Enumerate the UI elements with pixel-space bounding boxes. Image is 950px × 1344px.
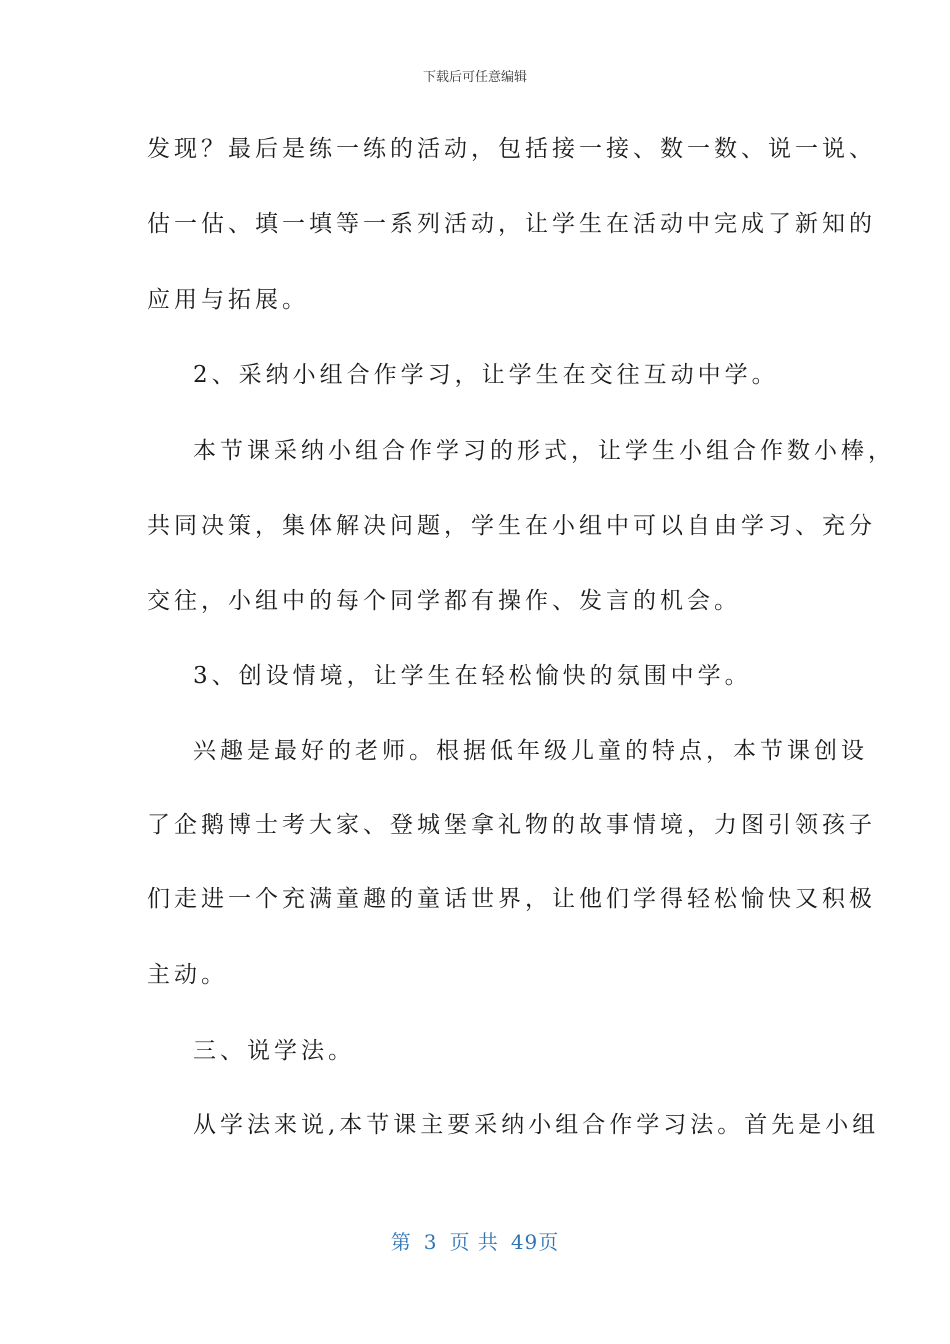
body-line: 共同决策，集体解决问题，学生在小组中可以自由学习、充分 (147, 513, 876, 539)
body-line: 主动。 (147, 962, 228, 988)
body-line: 了企鹅博士考大家、登城堡拿礼物的故事情境，力图引领孩子 (147, 812, 876, 838)
footer-page-number: 3 (423, 1230, 438, 1254)
footer-prefix: 第 (390, 1230, 412, 1254)
body-line: 应用与拓展。 (147, 287, 309, 313)
footer-middle: 页 共 (449, 1230, 499, 1254)
body-line: 交往，小组中的每个同学都有操作、发言的机会。 (147, 588, 741, 614)
body-line: 本节课采纳小组合作学习的形式，让学生小组合作数小棒， (193, 438, 895, 464)
body-line: 发现？最后是练一练的活动，包括接一接、数一数、说一说、 (147, 136, 876, 162)
section-heading: 3、创设情境，让学生在轻松愉快的氛围中学。 (193, 663, 752, 689)
body-line: 们走进一个充满童趣的童话世界，让他们学得轻松愉快又积极 (147, 886, 876, 912)
body-line: 兴趣是最好的老师。根据低年级儿童的特点，本节课创设 (193, 738, 868, 764)
section-heading: 2、采纳小组合作学习，让学生在交往互动中学。 (193, 362, 779, 388)
page-header: 下载后可任意编辑 (422, 70, 527, 85)
page-footer (0, 1226, 950, 1255)
section-heading: 三、说学法。 (193, 1038, 355, 1064)
footer-total-pages: 49页 (510, 1230, 560, 1254)
body-line: 估一估、填一填等一系列活动，让学生在活动中完成了新知的 (147, 211, 876, 237)
body-line: 从学法来说,本节课主要采纳小组合作学习法。首先是小组 (193, 1112, 880, 1138)
